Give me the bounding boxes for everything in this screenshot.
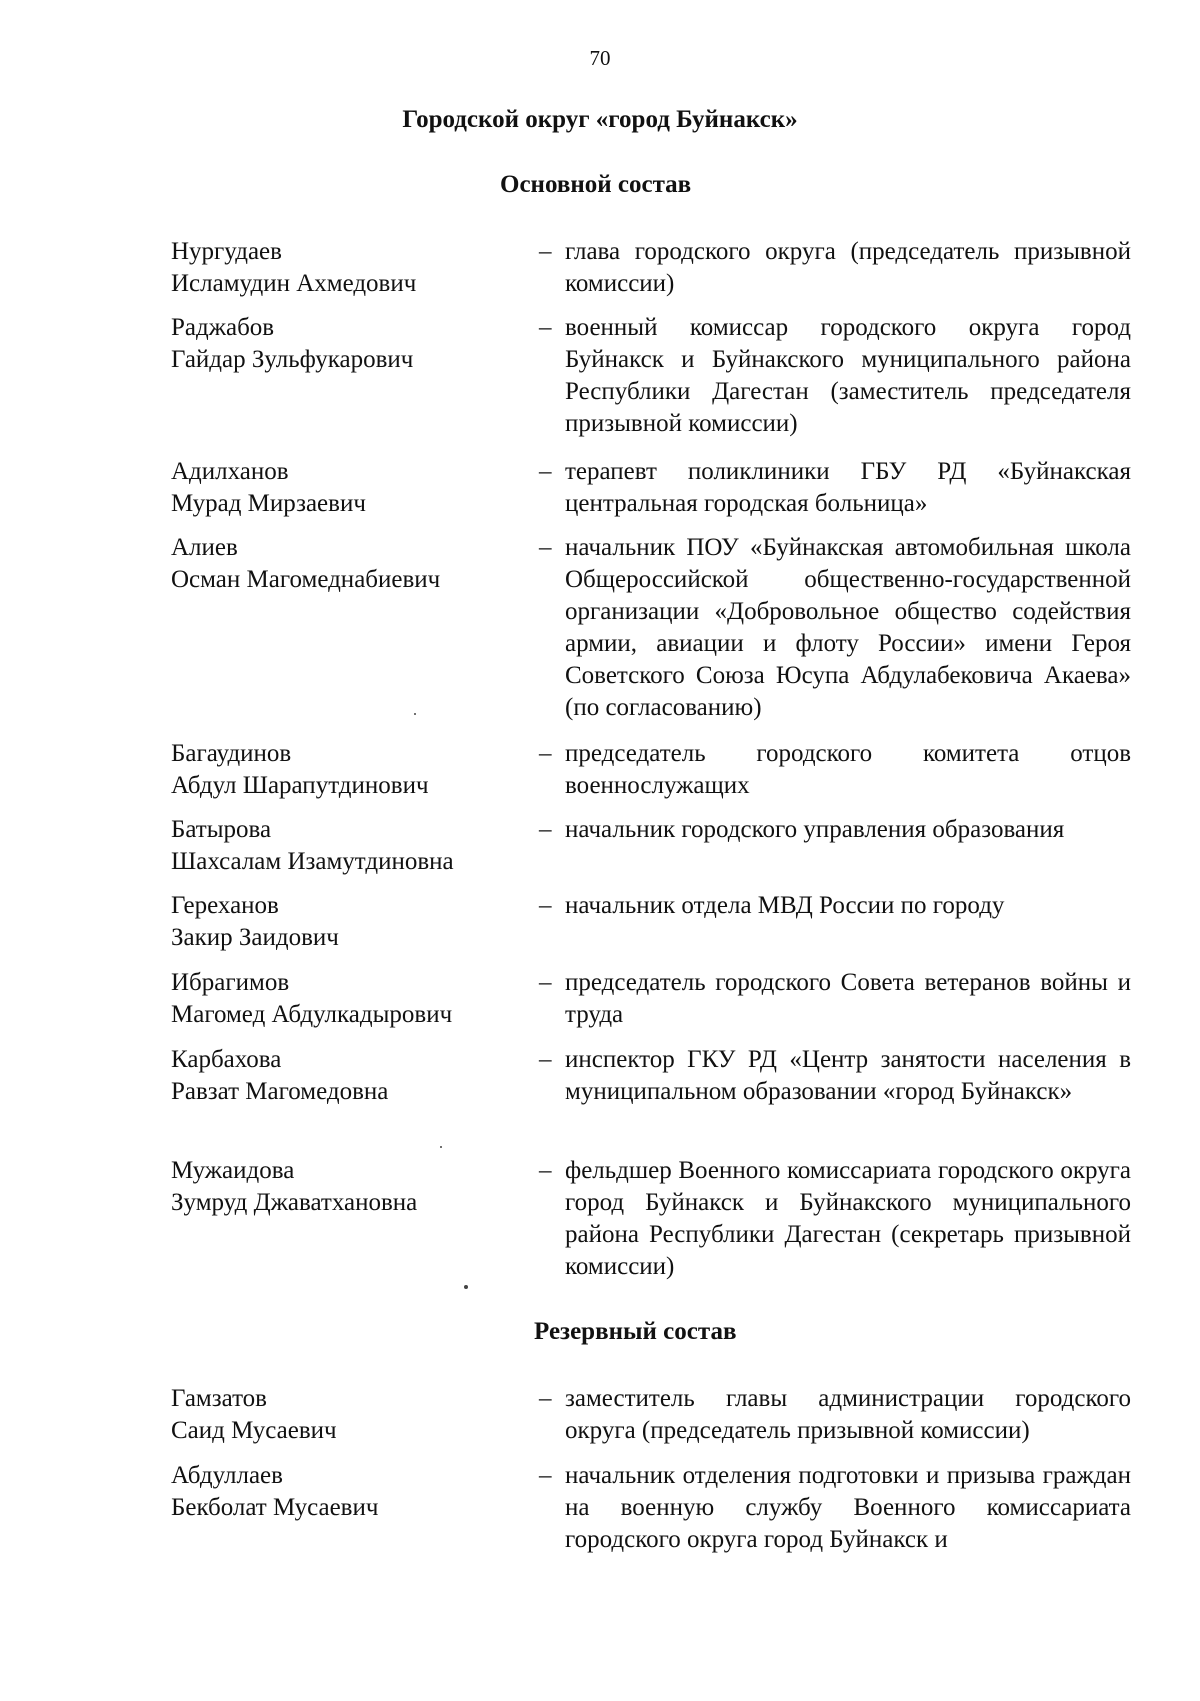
member-position: начальник отдела МВД России по городу xyxy=(565,892,1005,919)
member-name xyxy=(171,1383,511,1447)
member-given-names: Осман Магомеднабиевич xyxy=(171,566,441,593)
member-position: начальник отделения подготовки и призыва граждан на военную службу Военного комиссариата городского округа город Буйнакск и xyxy=(565,1462,1131,1553)
dash-marker: – xyxy=(539,1462,552,1489)
member-surname: Адилханов xyxy=(171,458,289,485)
member-name xyxy=(171,312,511,376)
dash-marker: – xyxy=(539,1157,552,1184)
dash-marker: – xyxy=(539,314,552,341)
member-surname: Багаудинов xyxy=(171,740,292,767)
member-surname: Нургудаев xyxy=(171,238,282,265)
dash-marker: – xyxy=(539,1385,552,1412)
member-given-names: Исламудин Ахмедович xyxy=(171,270,417,297)
reserve-composition-heading: Резервный состав xyxy=(534,1318,737,1345)
member-given-names: Магомед Абдулкадырович xyxy=(171,1001,453,1028)
member-surname: Карбахова xyxy=(171,1046,282,1073)
member-name xyxy=(171,236,511,300)
main-composition-heading: Основной состав xyxy=(500,171,692,198)
member-position: заместитель главы администрации городского округа (председатель призывной комиссии) xyxy=(565,1385,1131,1444)
member-surname: Раджабов xyxy=(171,314,275,341)
member-name xyxy=(171,738,511,802)
dash-marker: – xyxy=(539,969,552,996)
member-given-names: Шахсалам Изамутдиновна xyxy=(171,848,454,875)
member-given-names: Бекболат Мусаевич xyxy=(171,1494,379,1521)
dash-marker: – xyxy=(539,740,552,767)
member-surname: Батырова xyxy=(171,816,272,843)
member-name xyxy=(171,967,511,1031)
member-given-names: Закир Заидович xyxy=(171,924,339,951)
document-title: Городской округ «город Буйнакск» xyxy=(402,106,798,133)
member-surname: Гамзатов xyxy=(171,1385,267,1412)
member-position: фельдшер Военного комиссариата городского округа город Буйнакск и Буйнакского муниципального района Республики Дагестан (секретарь призывной комиссии) xyxy=(565,1157,1131,1280)
member-given-names: Абдул Шарапутдинович xyxy=(171,772,429,799)
member-position: инспектор ГКУ РД «Центр занятости населения в муниципальном образовании «город Буйнакск» xyxy=(565,1046,1131,1105)
page-number: 70 xyxy=(589,46,611,70)
member-name xyxy=(171,456,511,520)
scan-speck xyxy=(464,1285,468,1289)
dash-marker: – xyxy=(539,892,552,919)
member-surname: Алиев xyxy=(171,534,238,561)
member-given-names: Гайдар Зульфукарович xyxy=(171,346,414,373)
member-surname: Ибрагимов xyxy=(171,969,290,996)
member-position: глава городского округа (председатель призывной комиссии) xyxy=(565,238,1131,297)
member-name xyxy=(171,814,511,878)
member-surname: Мужаидова xyxy=(171,1157,295,1184)
member-position: председатель городского комитета отцов военнослужащих xyxy=(565,740,1131,799)
member-given-names: Мурад Мирзаевич xyxy=(171,490,366,517)
member-position: начальник ПОУ «Буйнакская автомобильная школа Общероссийской общественно-государственной организации «Добровольное общество содействия армии, авиации и флоту России» имени Героя Советского Союза Юсупа Абдулабековича Акаева» (по согласованию) xyxy=(565,534,1131,721)
dash-marker: – xyxy=(539,238,552,265)
member-given-names: Саид Мусаевич xyxy=(171,1417,337,1444)
member-position: терапевт поликлиники ГБУ РД «Буйнакская центральная городская больница» xyxy=(565,458,1131,517)
member-position: председатель городского Совета ветеранов войны и труда xyxy=(565,969,1131,1028)
member-name xyxy=(171,890,511,954)
member-name xyxy=(171,1155,511,1219)
dash-marker: – xyxy=(539,534,552,561)
scan-speck xyxy=(414,713,416,715)
member-name xyxy=(171,1460,511,1524)
member-name xyxy=(171,1044,511,1108)
member-given-names: Равзат Магомедовна xyxy=(171,1078,389,1105)
member-surname: Абдуллаев xyxy=(171,1462,283,1489)
member-surname: Гереханов xyxy=(171,892,279,919)
member-name xyxy=(171,532,511,596)
member-position: военный комиссар городского округа город Буйнакск и Буйнакского муниципального района Республики Дагестан (заместитель председателя призывной комиссии) xyxy=(565,314,1131,437)
scan-speck xyxy=(440,1146,442,1148)
dash-marker: – xyxy=(539,816,552,843)
dash-marker: – xyxy=(539,458,552,485)
member-given-names: Зумруд Джаватхановна xyxy=(171,1189,418,1216)
member-position: начальник городского управления образования xyxy=(565,816,1065,843)
dash-marker: – xyxy=(539,1046,552,1073)
